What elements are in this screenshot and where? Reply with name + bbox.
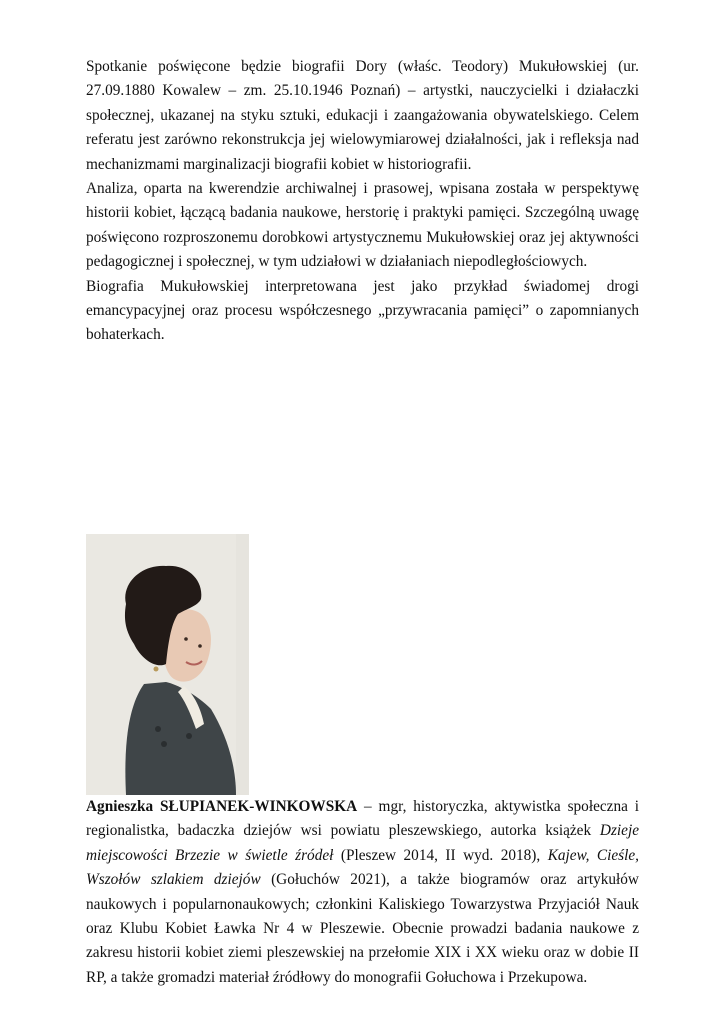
button <box>155 726 161 732</box>
portrait-illustration <box>86 534 249 795</box>
photo-wall-shade <box>236 534 249 795</box>
eye <box>184 637 188 641</box>
bio-text-3: (Gołuchów 2021), a także biogramów oraz artykułów naukowych i popularnonaukowych; członkini Kaliskiego Towarzystwa Przyjaciół Nauk oraz Klubu Kobiet Ławka Nr 4 w Pleszewie. Obecnie prowadzi badania naukowe z zakresu historii kobiet ziemi pleszewskiej na przełomie XIX i XX wieku oraz w dobie II RP, a także gromadzi materiał źródłowy do monografii Gołuchowa i Przekupowa. <box>86 871 639 986</box>
abstract-paragraph-2: Analiza, oparta na kwerendzie archiwalnej i prasowej, wpisana została w perspektywę historii kobiet, łączącą badania naukowe, herstorię i praktyki pamięci. Szczególną uwagę poświęcono rozproszonemu dorobkowi artystycznemu Mukułowskiej oraz jej aktywności pedagogicznej i społecznej, w tym udziałowi w działaniach niepodległościowych. <box>86 180 639 271</box>
earring <box>154 666 159 671</box>
author-photo <box>86 534 249 795</box>
document-page <box>86 55 639 990</box>
book-title-2: Kajew, Cieśle, Wszołów szlakiem dziejów <box>86 846 639 889</box>
author-name: Agnieszka SŁUPIANEK-WINKOWSKA <box>86 797 358 815</box>
bio-text-2: (Pleszew 2014, II wyd. 2018), <box>333 846 548 864</box>
author-bio <box>86 546 639 990</box>
button <box>186 733 192 739</box>
button <box>161 741 167 747</box>
spacer <box>86 348 639 546</box>
eye <box>198 644 202 648</box>
abstract-paragraph-1: Spotkanie poświęcone będzie biografii Dory (właśc. Teodory) Mukułowskiej (ur. 27.09.1880 Kowalew – zm. 25.10.1946 Poznań) – artystki, nauczycielki i działaczki społecznej, ukazanej na styku sztuki, edukacji i zaangażowania obywatelskiego. Celem referatu jest zarówno rekonstrukcja jej wielowymiarowej działalności, jak i refleksja nad mechanizmami marginalizacji biografii kobiet w historiografii. <box>86 58 639 173</box>
bio-text-1: – mgr, historyczka, aktywistka społeczna i regionalistka, badaczka dziejów wsi powiatu pleszewskiego, autorka książek <box>86 797 639 840</box>
book-title-1: Dzieje miejscowości Brzezie w świetle źródeł <box>86 822 639 864</box>
abstract-paragraph-3: Biografia Mukułowskiej interpretowana jest jako przykład świadomej drogi emancypacyjnej oraz procesu współczesnego „przywracania pamięci” o zapomnianych bohaterkach. <box>86 277 639 344</box>
